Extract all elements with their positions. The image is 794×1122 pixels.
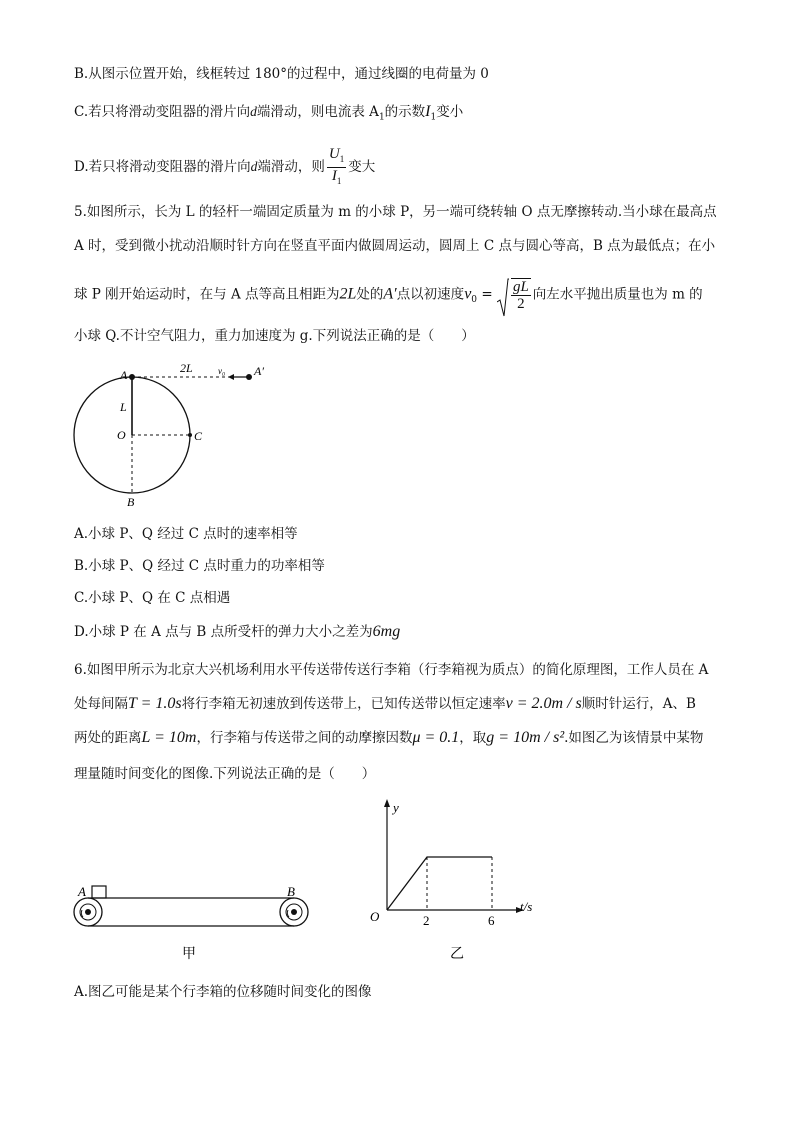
q6-stem-line3: 两处的距离L = 10m，行李箱与传送带之间的动摩擦因数μ = 0.1，取g = 10m / s².如图乙为该情景中某物 [74, 729, 704, 746]
q6-stem-line2: 处每间隔T = 1.0s将行李箱无初速放到传送带上，已知传送带以恒定速率v = 2.0m / s顺时针运行，A、B [74, 695, 696, 712]
label-a: A [120, 368, 128, 382]
q6-option-a: A.图乙可能是某个行李箱的位移随时间变化的图像 [74, 984, 372, 1000]
q4-option-b: B.从图示位置开始，线框转过 180°的过程中，通过线圈的电荷量为 0 [74, 66, 489, 82]
q5-stem-line2: A 时，受到微小扰动沿顺时针方向在竖直平面内做圆周运动，圆周上 C 点与圆心等高，B 点为最低点；在小 [74, 238, 716, 254]
label-c: C [194, 429, 203, 443]
q5-option-b: B.小球 P、Q 经过 C 点时重力的功率相等 [74, 558, 325, 574]
q6-conveyor-figure [70, 880, 320, 970]
y-axis-arrow [384, 799, 390, 807]
label-2l: 2L [180, 361, 193, 375]
graph-line [387, 857, 492, 910]
label-l: L [120, 400, 127, 414]
label-a: A [78, 884, 86, 899]
label-a-prime: A′ [254, 364, 264, 378]
label-o: O [370, 909, 380, 924]
velocity-arrowhead [228, 374, 234, 380]
caption-jia: 甲 [182, 947, 196, 962]
label-o: O [117, 428, 126, 442]
label-v0: v₀ [218, 366, 226, 376]
label-b: B [287, 884, 295, 899]
sqrt-gl-over-2: $\frac{gL}{2}$ [497, 278, 533, 312]
q5-circle-figure [64, 358, 284, 518]
q5-option-d: D.小球 P 在 A 点与 B 点所受杆的弹力大小之差为6mg [74, 623, 401, 640]
ball-p [129, 374, 135, 380]
luggage-box [92, 886, 106, 898]
label-y: y [393, 800, 399, 815]
q6-stem-line4: 理量随时间变化的图像.下列说法正确的是（ ） [74, 766, 376, 782]
caption-yi: 乙 [450, 947, 464, 962]
u-over-i-fraction: $\frac{U_1}{I_1}$ [328, 146, 345, 186]
pulley-right-axle [291, 909, 297, 915]
q4-option-d: D.若只将滑动变阻器的滑片向d端滑动，则 $\frac{U_1}{I_1}$ 变大 [74, 146, 375, 189]
tick-6: 6 [488, 913, 495, 928]
q5-stem-line1: 5.如图所示，长为 L 的轻杆一端固定质量为 m 的小球 P，另一端可绕转轴 O 点无摩擦转动.当小球在最高点 [74, 204, 717, 220]
label-b: B [127, 495, 135, 509]
q5-stem-line4: 小球 Q.不计空气阻力，重力加速度为 g.下列说法正确的是（ ） [74, 328, 475, 344]
q5-option-a: A.小球 P、Q 经过 C 点时的速率相等 [74, 526, 298, 542]
label-t: t/s [520, 899, 533, 914]
pulley-left-axle [85, 909, 91, 915]
q5-stem-line3: 球 P 刚开始运动时，在与 A 点等高且相距为2L处的A′点以初速度$v_0$ = $\frac{gL}{2}$ 向左水平抛出质量也为 m 的 [74, 278, 703, 312]
q6-graph-figure [360, 795, 550, 970]
q4-option-c: C.若只将滑动变阻器的滑片向d端滑动，则电流表 $A_1$的示数$I_1$变小 [74, 103, 464, 123]
q6-stem-line1: 6.如图甲所示为北京大兴机场利用水平传送带传送行李箱（行李箱视为质点）的简化原理图，工作人员在 A [74, 662, 709, 678]
q5-option-c: C.小球 P、Q 在 C 点相遇 [74, 590, 231, 606]
tick-2: 2 [423, 913, 430, 928]
point-c [188, 433, 192, 437]
